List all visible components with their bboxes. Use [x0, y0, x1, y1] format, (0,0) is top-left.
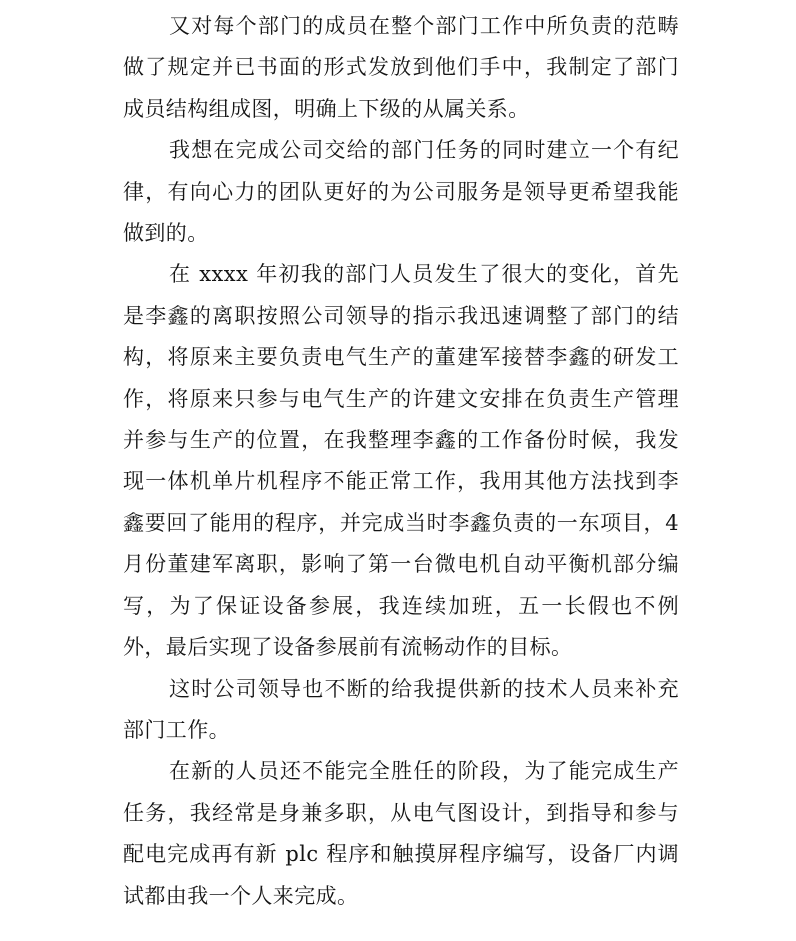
- paragraph-3: 在 xxxx 年初我的部门人员发生了很大的变化，首先是李鑫的离职按照公司领导的指示我迅速调整了部门的结构，将原来主要负责电气生产的董建军接替李鑫的研发工作，将原来只参与电气生产的许建文安排在负责生产管理并参与生产的位置，在我整理李鑫的工作备份时候，我发现一体机单片机程序不能正常工作，我用其他方法找到李鑫要回了能用的程序，并完成当时李鑫负责的一东项目，4 月份董建军离职，影响了第一台微电机自动平衡机部分编写，为了保证设备参展，我连续加班，五一长假也不例外，最后实现了设备参展前有流畅动作的目标。: [123, 262, 679, 660]
- paragraph-1: 又对每个部门的成员在整个部门工作中所负责的范畴做了规定并已书面的形式发放到他们手中，我制定了部门成员结构组成图，明确上下级的从属关系。: [123, 14, 679, 121]
- document-body: [123, 6, 679, 917]
- paragraph-5: 在新的人员还不能完全胜任的阶段，为了能完成生产任务，我经常是身兼多职，从电气图设计，到指导和参与配电完成再有新 plc 程序和触摸屏程序编写，设备厂内调试都由我一个人来完成。: [123, 759, 679, 908]
- paragraph-2: 我想在完成公司交给的部门任务的同时建立一个有纪律，有向心力的团队更好的为公司服务是领导更希望我能做到的。: [123, 138, 679, 246]
- paragraph-4: 这时公司领导也不断的给我提供新的技术人员来补充部门工作。: [123, 676, 679, 742]
